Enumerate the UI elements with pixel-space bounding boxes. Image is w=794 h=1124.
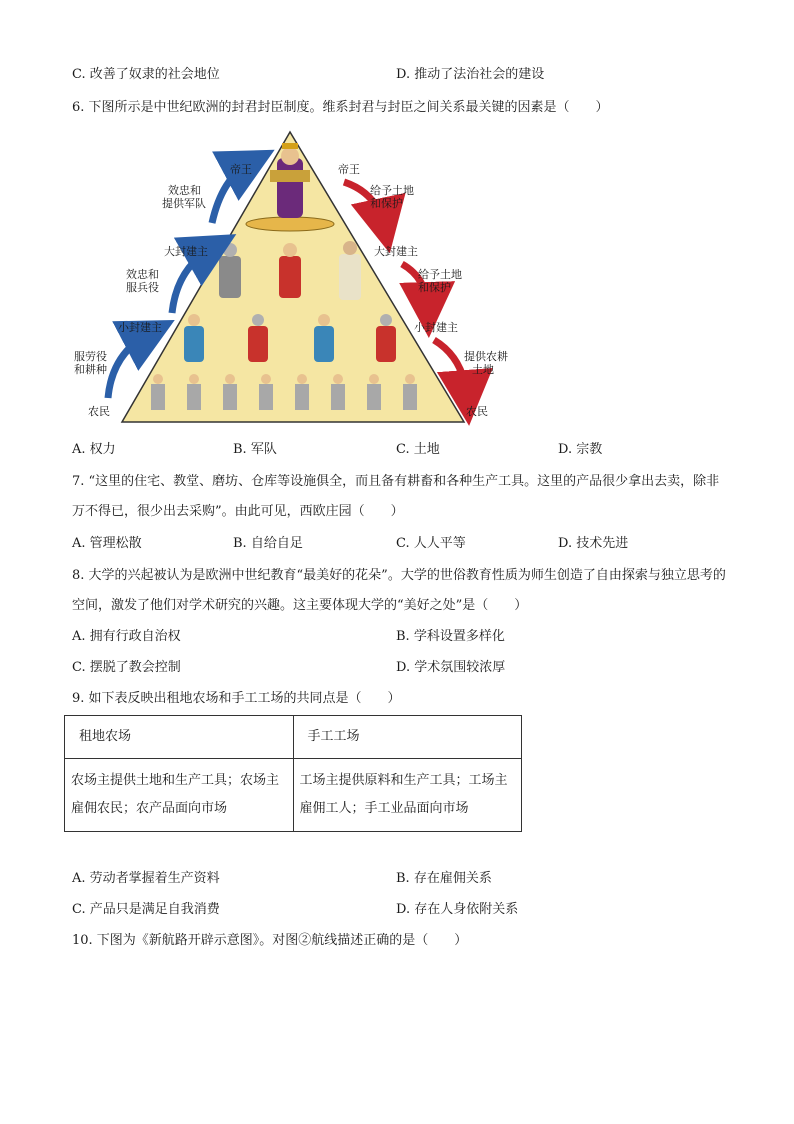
up-caption-2: 效忠和服兵役 (126, 268, 159, 294)
right-label-king: 帝王 (338, 163, 360, 176)
down-caption-2: 给予土地和保护 (418, 268, 462, 294)
q8-option-c: C. 摆脱了教会控制 (72, 660, 181, 675)
q8-stem: 8. 大学的兴起被认为是欧洲中世纪教育“最美好的花朵”。大学的世俗教育性质为师生创造了自由探索与独立思考的空间，激发了他们对学术研究的兴趣。这主要体现大学的“美好之处”是（ ） (72, 568, 726, 613)
feudal-pyramid-svg (72, 128, 508, 428)
king-platform (246, 217, 334, 231)
right-label-lesser-lord: 小封建主 (414, 321, 458, 334)
q9-option-b: B. 存在雇佣关系 (396, 871, 492, 886)
q9-option-d: D. 存在人身依附关系 (396, 902, 519, 917)
q8-option-d: D. 学术氛围较浓厚 (396, 660, 506, 675)
down-caption-1: 给予土地和保护 (370, 184, 414, 210)
q8-option-a: A. 拥有行政自治权 (72, 629, 181, 644)
table-cell-workshop: 工场主提供原料和生产工具；工场主雇佣工人；手工业品面向市场 (293, 759, 522, 832)
q6-option-b: B. 军队 (233, 442, 277, 457)
q6-stem: 6. 下图所示是中世纪欧洲的封君封臣制度。维系封君与封臣之间关系最关键的因素是（ ） (72, 100, 609, 115)
up-caption-3: 服劳役和耕种 (74, 350, 107, 376)
left-label-lesser-lord: 小封建主 (118, 321, 162, 334)
left-label-great-lord: 大封建主 (164, 245, 208, 258)
q9-comparison-table (64, 715, 522, 832)
q9-option-a: A. 劳动者掌握着生产资料 (72, 871, 220, 886)
left-label-peasant: 农民 (88, 405, 110, 418)
feudal-pyramid-figure (72, 128, 508, 428)
q6-option-c: C. 土地 (396, 442, 440, 457)
q7-option-c: C. 人人平等 (396, 536, 466, 551)
table-cell-farm: 农场主提供土地和生产工具；农场主雇佣农民；农产品面向市场 (65, 759, 294, 832)
q5-option-d: D. 推动了法治社会的建设 (396, 67, 545, 82)
q6-option-d: D. 宗教 (558, 442, 603, 457)
q7-option-b: B. 自给自足 (233, 536, 303, 551)
table-header-farm: 租地农场 (65, 716, 294, 759)
q7-option-a: A. 管理松散 (72, 536, 142, 551)
q9-stem: 9. 如下表反映出租地农场和手工工场的共同点是（ ） (72, 691, 401, 706)
q5-option-c: C. 改善了奴隶的社会地位 (72, 67, 220, 82)
q9-option-c: C. 产品只是满足自我消费 (72, 902, 220, 917)
q6-option-a: A. 权力 (72, 442, 116, 457)
down-caption-3: 提供农耕土地 (464, 350, 508, 376)
q7-option-d: D. 技术先进 (558, 536, 629, 551)
q10-stem: 10. 下图为《新航路开辟示意图》。对图②航线描述正确的是（ ） (72, 933, 468, 948)
up-caption-1: 效忠和提供军队 (162, 184, 206, 210)
q8-option-b: B. 学科设置多样化 (396, 629, 505, 644)
q7-stem: 7. “这里的住宅、教堂、磨坊、仓库等设施俱全，而且备有耕畜和各种生产工具。这里的产品很少拿出去卖，除非万不得已，很少出去采购”。由此可见，西欧庄园（ ） (72, 474, 720, 519)
right-label-peasant: 农民 (466, 405, 488, 418)
table-header-workshop: 手工工场 (293, 716, 522, 759)
left-label-king: 帝王 (230, 163, 252, 176)
right-label-great-lord: 大封建主 (374, 245, 418, 258)
